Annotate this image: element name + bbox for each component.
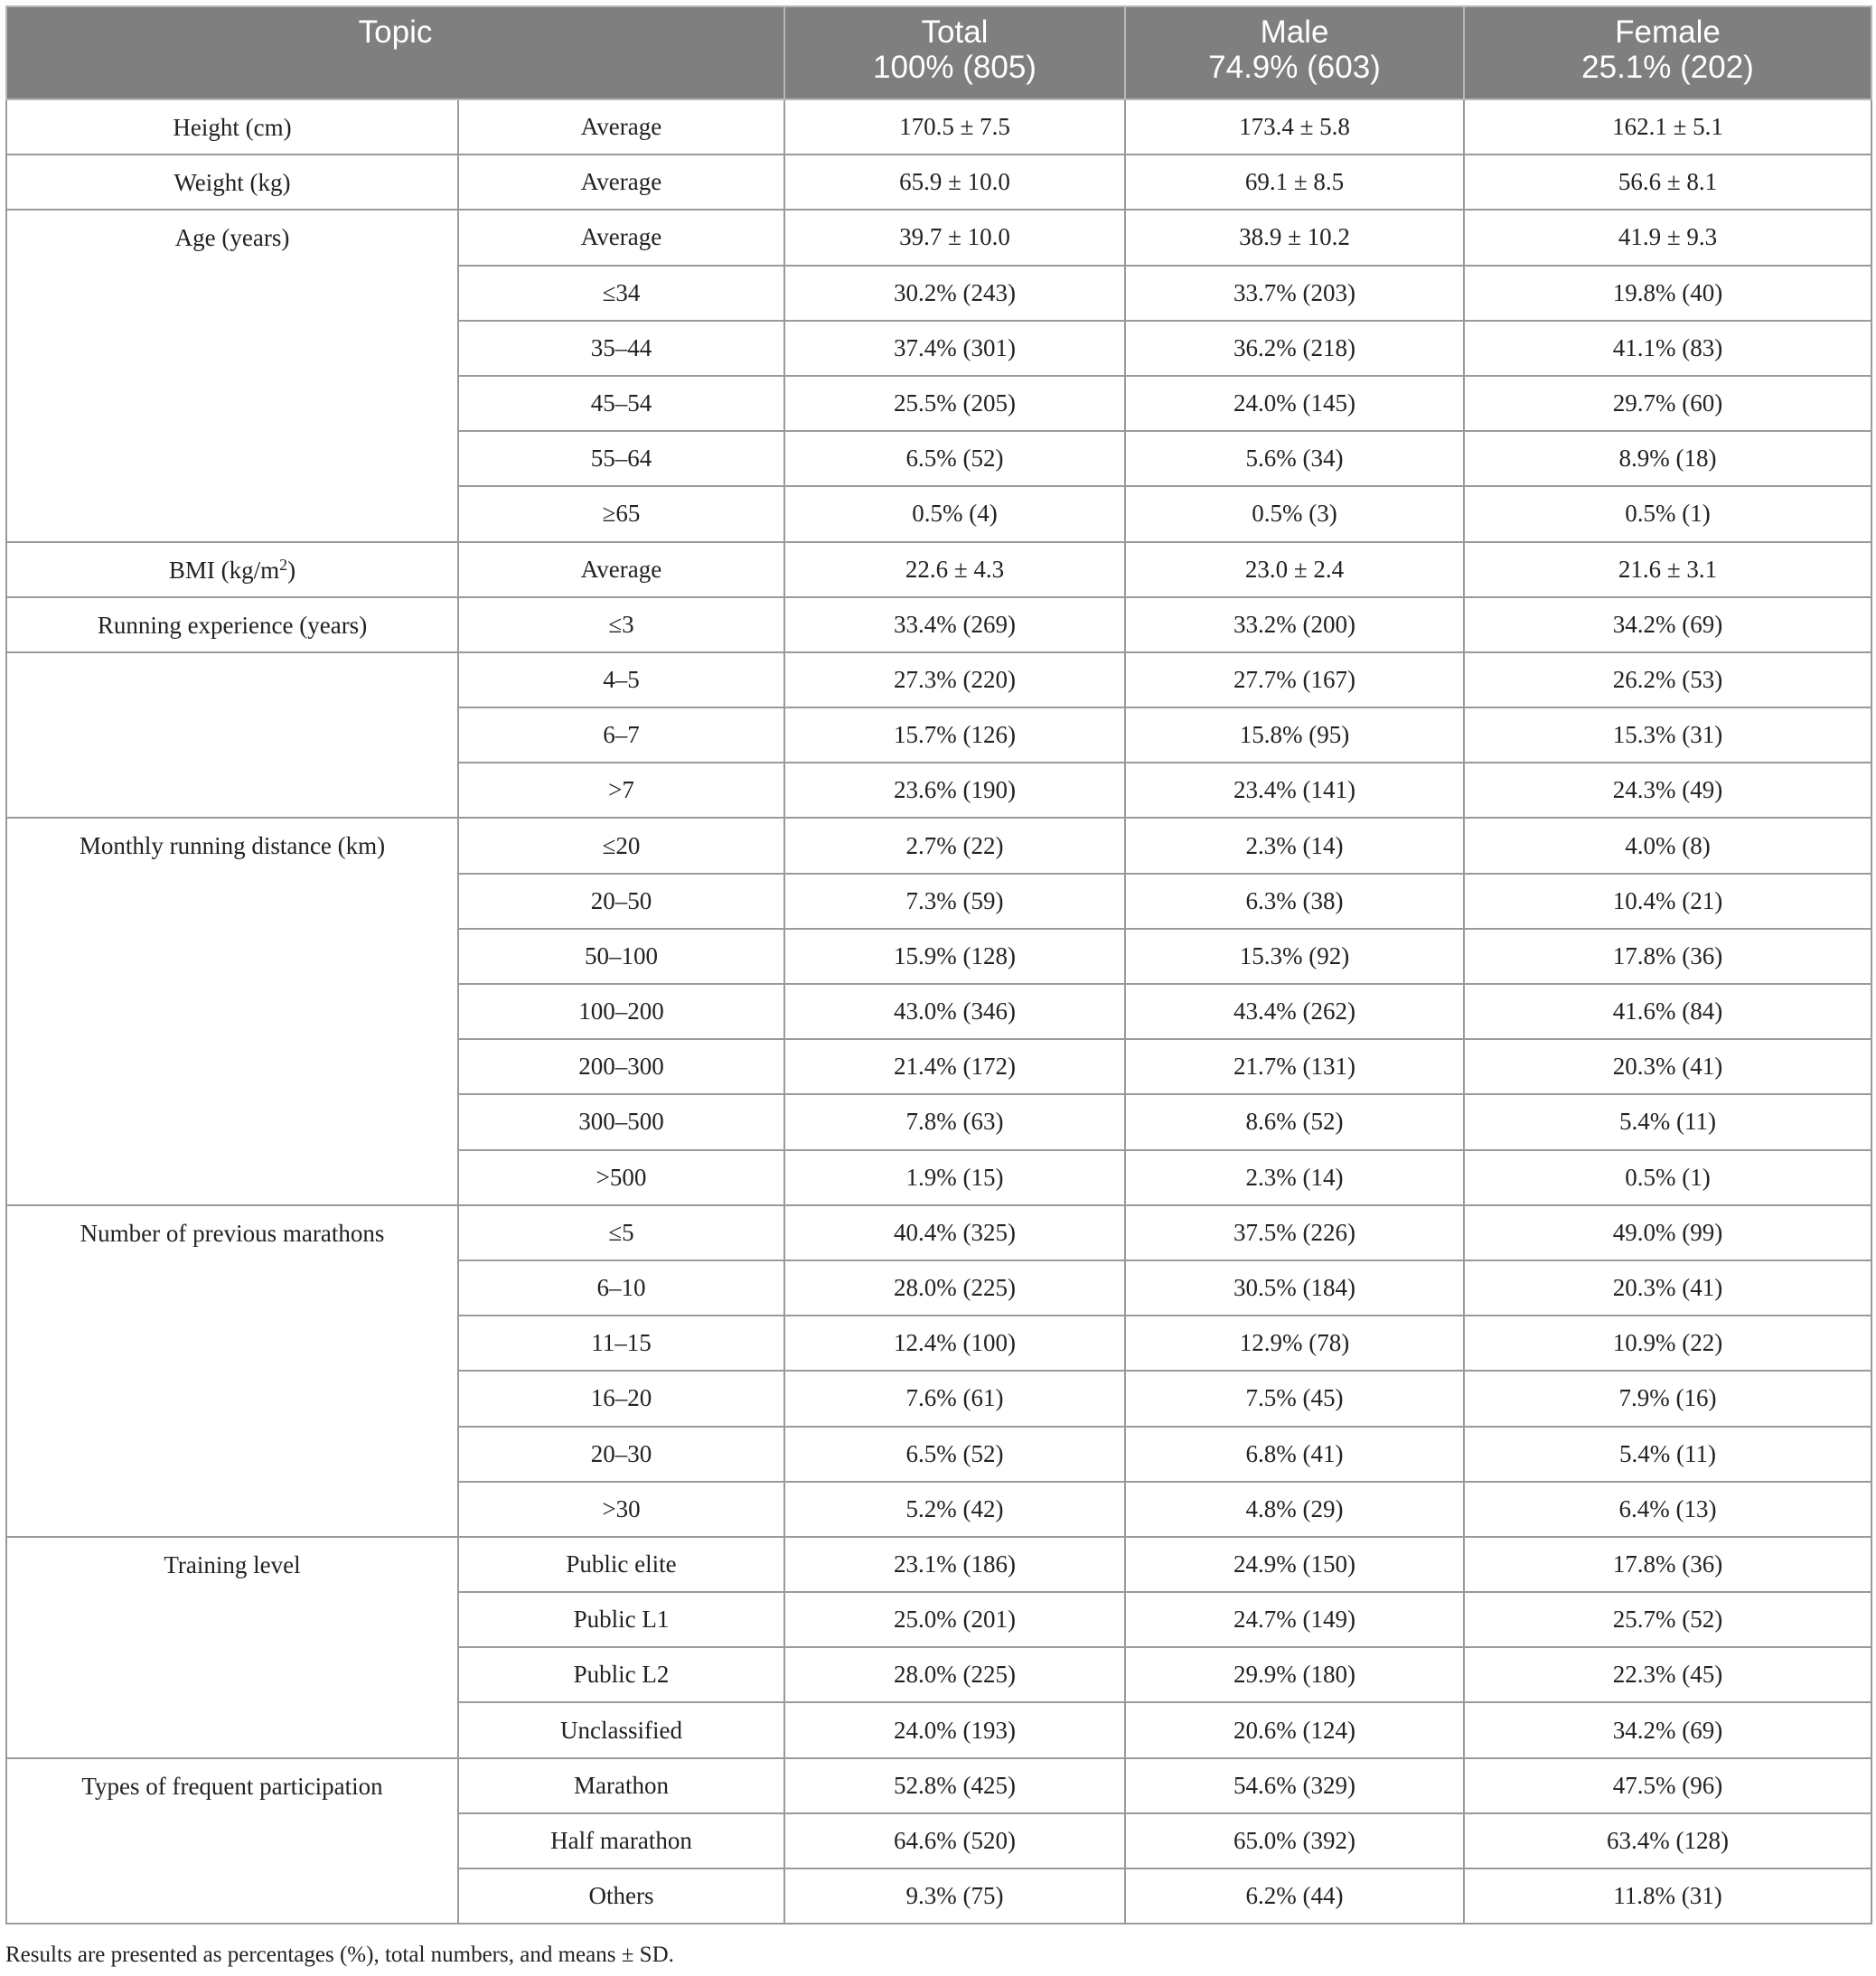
male-cell: 21.7% (131) xyxy=(1125,1039,1464,1094)
topic-cell xyxy=(6,818,458,1204)
male-cell: 24.7% (149) xyxy=(1125,1592,1464,1647)
female-cell: 49.0% (99) xyxy=(1464,1205,1871,1260)
male-cell: 2.3% (14) xyxy=(1125,818,1464,873)
topic-cell xyxy=(6,542,458,597)
category-cell: 20–50 xyxy=(458,874,784,929)
header-male-label: Male xyxy=(1260,14,1329,50)
male-cell: 6.8% (41) xyxy=(1125,1427,1464,1482)
table-row xyxy=(6,155,1871,210)
total-cell: 30.2% (243) xyxy=(784,266,1125,321)
category-cell: 300–500 xyxy=(458,1094,784,1149)
male-cell: 24.9% (150) xyxy=(1125,1537,1464,1592)
male-cell: 6.3% (38) xyxy=(1125,874,1464,929)
total-cell: 22.6 ± 4.3 xyxy=(784,542,1125,597)
male-cell: 7.5% (45) xyxy=(1125,1371,1464,1426)
total-cell: 0.5% (4) xyxy=(784,486,1125,541)
category-cell: >500 xyxy=(458,1150,784,1205)
demographics-table-container xyxy=(5,5,1871,1924)
header-total xyxy=(784,6,1125,99)
female-cell: 8.9% (18) xyxy=(1464,431,1871,486)
male-cell: 27.7% (167) xyxy=(1125,652,1464,707)
female-cell: 0.5% (1) xyxy=(1464,1150,1871,1205)
female-cell: 5.4% (11) xyxy=(1464,1094,1871,1149)
female-cell: 41.9 ± 9.3 xyxy=(1464,210,1871,265)
category-cell: Public elite xyxy=(458,1537,784,1592)
female-cell: 20.3% (41) xyxy=(1464,1260,1871,1316)
category-cell: ≤3 xyxy=(458,597,784,652)
female-cell: 25.7% (52) xyxy=(1464,1592,1871,1647)
header-female-label: Female xyxy=(1615,14,1721,50)
total-cell: 25.5% (205) xyxy=(784,376,1125,431)
category-cell: Average xyxy=(458,542,784,597)
female-cell: 19.8% (40) xyxy=(1464,266,1871,321)
female-cell: 20.3% (41) xyxy=(1464,1039,1871,1094)
male-cell: 69.1 ± 8.5 xyxy=(1125,155,1464,210)
male-cell: 173.4 ± 5.8 xyxy=(1125,99,1464,155)
female-cell: 24.3% (49) xyxy=(1464,763,1871,818)
total-cell: 7.8% (63) xyxy=(784,1094,1125,1149)
topic-cell xyxy=(6,652,458,819)
male-cell: 15.3% (92) xyxy=(1125,929,1464,984)
category-cell: 100–200 xyxy=(458,984,784,1039)
male-cell: 6.2% (44) xyxy=(1125,1868,1464,1924)
topic-label: Number of previous marathons xyxy=(80,1219,385,1247)
category-cell: >30 xyxy=(458,1482,784,1537)
male-cell: 2.3% (14) xyxy=(1125,1150,1464,1205)
total-cell: 65.9 ± 10.0 xyxy=(784,155,1125,210)
total-cell: 170.5 ± 7.5 xyxy=(784,99,1125,155)
female-cell: 26.2% (53) xyxy=(1464,652,1871,707)
total-cell: 21.4% (172) xyxy=(784,1039,1125,1094)
table-row xyxy=(6,210,1871,265)
topic-label: Types of frequent participation xyxy=(81,1772,383,1800)
female-cell: 162.1 ± 5.1 xyxy=(1464,99,1871,155)
male-cell: 54.6% (329) xyxy=(1125,1758,1464,1813)
female-cell: 47.5% (96) xyxy=(1464,1758,1871,1813)
female-cell: 4.0% (8) xyxy=(1464,818,1871,873)
total-cell: 23.1% (186) xyxy=(784,1537,1125,1592)
male-cell: 36.2% (218) xyxy=(1125,321,1464,376)
total-cell: 64.6% (520) xyxy=(784,1813,1125,1868)
male-cell: 43.4% (262) xyxy=(1125,984,1464,1039)
topic-label: BMI (kg/m xyxy=(168,556,280,584)
topic-superscript: 2 xyxy=(279,555,288,574)
table-row xyxy=(6,597,1871,652)
female-cell: 15.3% (31) xyxy=(1464,707,1871,763)
table-row xyxy=(6,99,1871,155)
total-cell: 43.0% (346) xyxy=(784,984,1125,1039)
total-cell: 7.3% (59) xyxy=(784,874,1125,929)
header-male xyxy=(1125,6,1464,99)
male-cell: 23.0 ± 2.4 xyxy=(1125,542,1464,597)
header-female-count: 25.1% (202) xyxy=(1581,50,1754,85)
header-male-count: 74.9% (603) xyxy=(1208,50,1381,85)
male-cell: 24.0% (145) xyxy=(1125,376,1464,431)
category-cell: 35–44 xyxy=(458,321,784,376)
topic-cell xyxy=(6,1758,458,1924)
total-cell: 6.5% (52) xyxy=(784,1427,1125,1482)
header-topic-label: Topic xyxy=(358,14,433,50)
category-cell: Others xyxy=(458,1868,784,1924)
total-cell: 6.5% (52) xyxy=(784,431,1125,486)
header-total-count: 100% (805) xyxy=(873,50,1036,85)
category-cell: 20–30 xyxy=(458,1427,784,1482)
table-footnote: Results are presented as percentages (%), total numbers, and means ± SD. xyxy=(5,1943,674,1967)
total-cell: 9.3% (75) xyxy=(784,1868,1125,1924)
female-cell: 41.1% (83) xyxy=(1464,321,1871,376)
female-cell: 6.4% (13) xyxy=(1464,1482,1871,1537)
female-cell: 22.3% (45) xyxy=(1464,1647,1871,1702)
topic-cell xyxy=(6,155,458,210)
category-cell: ≤34 xyxy=(458,266,784,321)
category-cell: ≤5 xyxy=(458,1205,784,1260)
total-cell: 33.4% (269) xyxy=(784,597,1125,652)
total-cell: 1.9% (15) xyxy=(784,1150,1125,1205)
table-row xyxy=(6,542,1871,597)
topic-label: Age (years) xyxy=(174,224,290,252)
table-row xyxy=(6,818,1871,873)
table-body xyxy=(6,99,1871,1924)
female-cell: 10.4% (21) xyxy=(1464,874,1871,929)
female-cell: 7.9% (16) xyxy=(1464,1371,1871,1426)
table-row xyxy=(6,1205,1871,1260)
male-cell: 33.7% (203) xyxy=(1125,266,1464,321)
female-cell: 41.6% (84) xyxy=(1464,984,1871,1039)
topic-label: Training level xyxy=(164,1550,301,1578)
topic-label: Running experience (years) xyxy=(97,611,368,639)
header-total-label: Total xyxy=(921,14,989,50)
female-cell: 21.6 ± 3.1 xyxy=(1464,542,1871,597)
category-cell: Half marathon xyxy=(458,1813,784,1868)
table-row xyxy=(6,652,1871,707)
category-cell: Unclassified xyxy=(458,1702,784,1757)
male-cell: 15.8% (95) xyxy=(1125,707,1464,763)
topic-cell xyxy=(6,210,458,541)
category-cell: 45–54 xyxy=(458,376,784,431)
category-cell: Average xyxy=(458,155,784,210)
male-cell: 23.4% (141) xyxy=(1125,763,1464,818)
table-header xyxy=(6,6,1871,99)
category-cell: ≤20 xyxy=(458,818,784,873)
male-cell: 38.9 ± 10.2 xyxy=(1125,210,1464,265)
male-cell: 33.2% (200) xyxy=(1125,597,1464,652)
table-row xyxy=(6,1758,1871,1813)
male-cell: 29.9% (180) xyxy=(1125,1647,1464,1702)
total-cell: 27.3% (220) xyxy=(784,652,1125,707)
category-cell: >7 xyxy=(458,763,784,818)
topic-label: Height (cm) xyxy=(173,114,292,141)
total-cell: 25.0% (201) xyxy=(784,1592,1125,1647)
male-cell: 0.5% (3) xyxy=(1125,486,1464,541)
category-cell: Average xyxy=(458,210,784,265)
category-cell: 6–10 xyxy=(458,1260,784,1316)
total-cell: 23.6% (190) xyxy=(784,763,1125,818)
total-cell: 28.0% (225) xyxy=(784,1260,1125,1316)
category-cell: Average xyxy=(458,99,784,155)
category-cell: 6–7 xyxy=(458,707,784,763)
female-cell: 17.8% (36) xyxy=(1464,929,1871,984)
total-cell: 28.0% (225) xyxy=(784,1647,1125,1702)
topic-cell xyxy=(6,1537,458,1758)
female-cell: 5.4% (11) xyxy=(1464,1427,1871,1482)
header-female xyxy=(1464,6,1871,99)
male-cell: 37.5% (226) xyxy=(1125,1205,1464,1260)
male-cell: 8.6% (52) xyxy=(1125,1094,1464,1149)
total-cell: 7.6% (61) xyxy=(784,1371,1125,1426)
topic-cell xyxy=(6,99,458,155)
topic-cell xyxy=(6,1205,458,1537)
topic-label: Monthly running distance (km) xyxy=(79,832,386,860)
total-cell: 15.7% (126) xyxy=(784,707,1125,763)
category-cell: Public L1 xyxy=(458,1592,784,1647)
category-cell: Public L2 xyxy=(458,1647,784,1702)
female-cell: 29.7% (60) xyxy=(1464,376,1871,431)
total-cell: 39.7 ± 10.0 xyxy=(784,210,1125,265)
total-cell: 24.0% (193) xyxy=(784,1702,1125,1757)
male-cell: 5.6% (34) xyxy=(1125,431,1464,486)
category-cell: 55–64 xyxy=(458,431,784,486)
category-cell: 50–100 xyxy=(458,929,784,984)
total-cell: 15.9% (128) xyxy=(784,929,1125,984)
category-cell: ≥65 xyxy=(458,486,784,541)
table-row xyxy=(6,1537,1871,1592)
topic-suffix: ) xyxy=(287,556,296,584)
female-cell: 63.4% (128) xyxy=(1464,1813,1871,1868)
female-cell: 17.8% (36) xyxy=(1464,1537,1871,1592)
topic-cell xyxy=(6,597,458,652)
header-row xyxy=(6,6,1871,99)
header-topic xyxy=(6,6,784,99)
total-cell: 52.8% (425) xyxy=(784,1758,1125,1813)
category-cell: 4–5 xyxy=(458,652,784,707)
category-cell: 200–300 xyxy=(458,1039,784,1094)
male-cell: 4.8% (29) xyxy=(1125,1482,1464,1537)
female-cell: 56.6 ± 8.1 xyxy=(1464,155,1871,210)
total-cell: 37.4% (301) xyxy=(784,321,1125,376)
total-cell: 2.7% (22) xyxy=(784,818,1125,873)
male-cell: 12.9% (78) xyxy=(1125,1316,1464,1371)
topic-label: Weight (kg) xyxy=(174,169,291,197)
female-cell: 11.8% (31) xyxy=(1464,1868,1871,1924)
total-cell: 12.4% (100) xyxy=(784,1316,1125,1371)
male-cell: 20.6% (124) xyxy=(1125,1702,1464,1757)
female-cell: 0.5% (1) xyxy=(1464,486,1871,541)
female-cell: 34.2% (69) xyxy=(1464,597,1871,652)
total-cell: 40.4% (325) xyxy=(784,1205,1125,1260)
total-cell: 5.2% (42) xyxy=(784,1482,1125,1537)
female-cell: 34.2% (69) xyxy=(1464,1702,1871,1757)
category-cell: 16–20 xyxy=(458,1371,784,1426)
male-cell: 65.0% (392) xyxy=(1125,1813,1464,1868)
demographics-table xyxy=(5,5,1872,1924)
category-cell: 11–15 xyxy=(458,1316,784,1371)
female-cell: 10.9% (22) xyxy=(1464,1316,1871,1371)
male-cell: 30.5% (184) xyxy=(1125,1260,1464,1316)
category-cell: Marathon xyxy=(458,1758,784,1813)
